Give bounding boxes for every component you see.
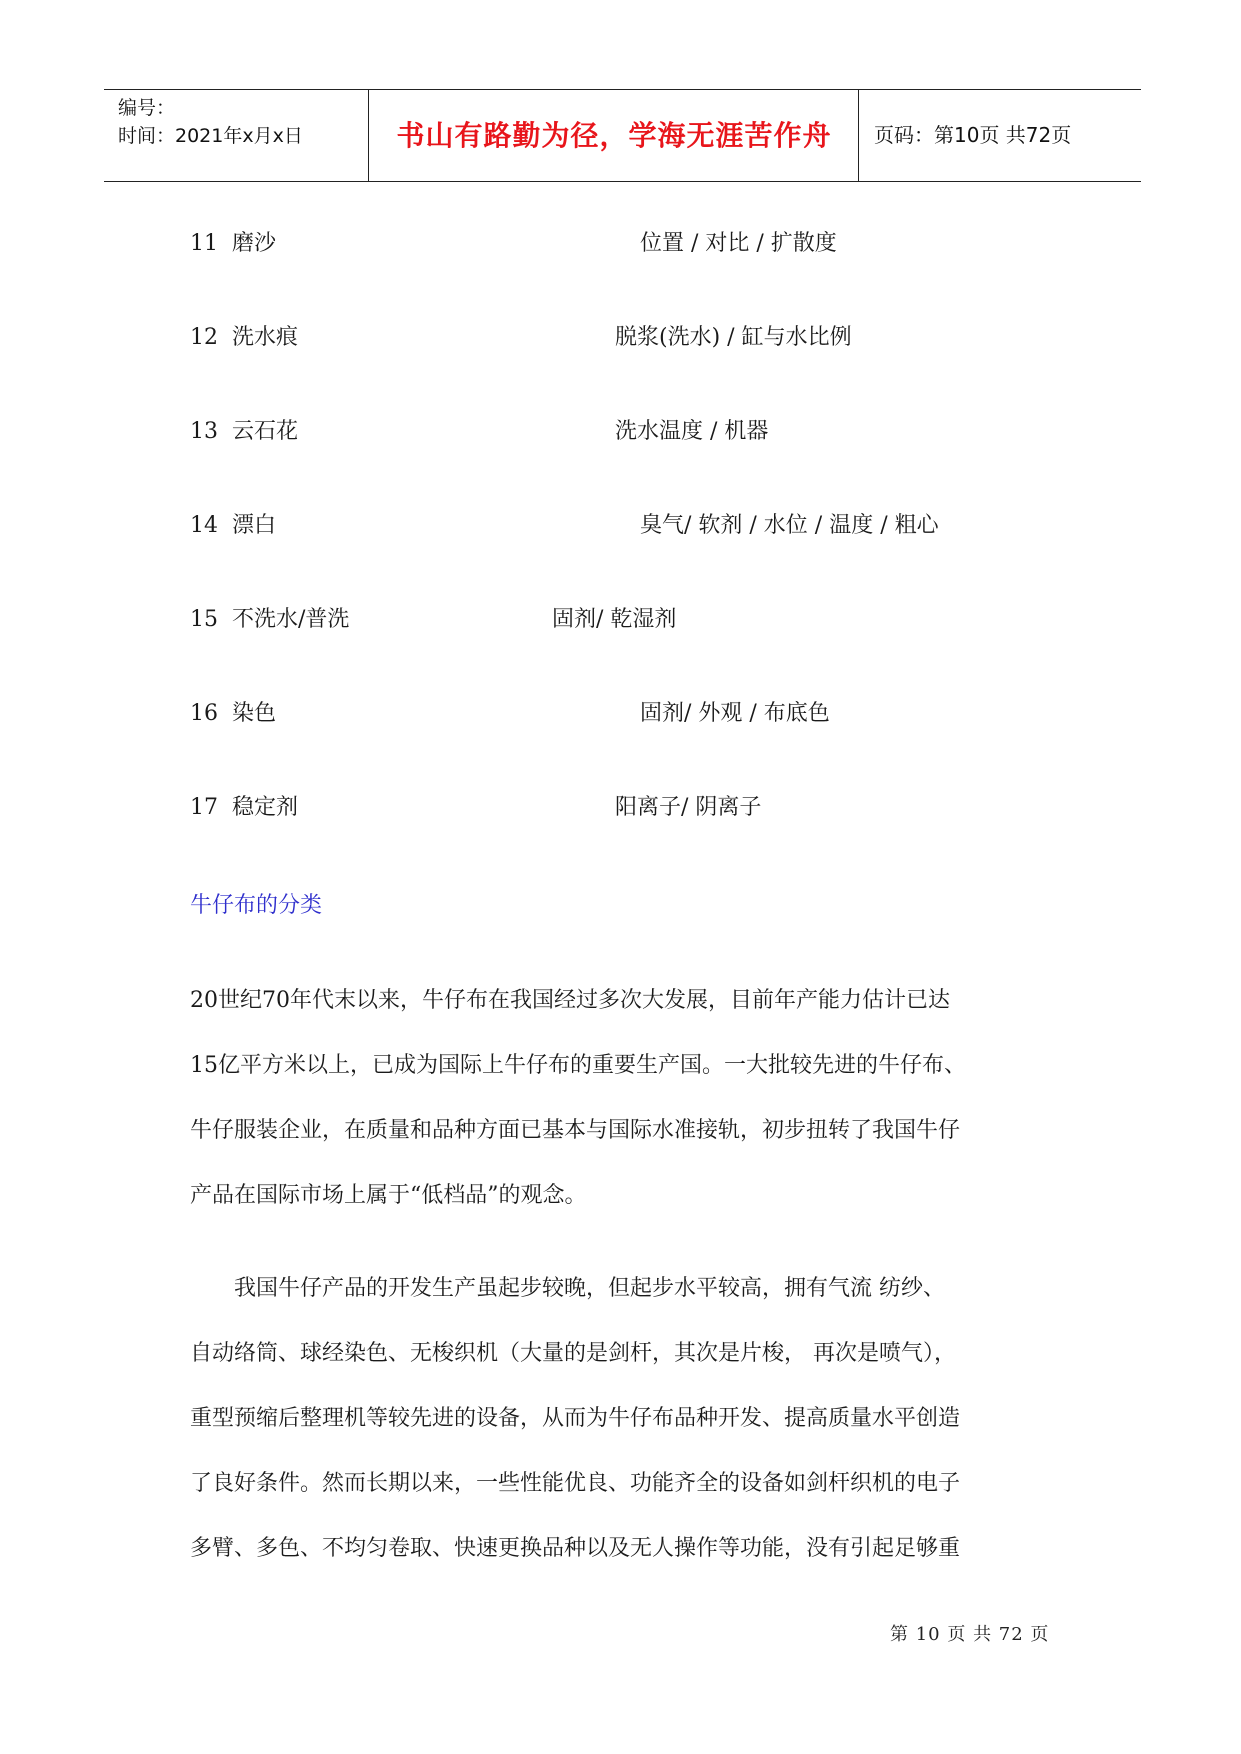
defect-no: 14 <box>190 513 218 538</box>
defect-no: 15 <box>190 607 218 632</box>
paragraph-line: 了良好条件。然而长期以来，一些性能优良、功能齐全的设备如剑杆织机的电子 <box>190 1471 961 1496</box>
paragraph-line: 自动络筒、球经染色、无梭织机（大量的是剑杆，其次是片梭， 再次是喷气）， <box>190 1341 956 1366</box>
defect-row <box>190 228 837 260</box>
paragraph-line: 重型预缩后整理机等较先进的设备，从而为牛仔布品种开发、提高质量水平创造 <box>190 1406 961 1431</box>
paragraph-line: 20世纪70年代末以来，牛仔布在我国经过多次大发展，目前年产能力估计已达 <box>190 988 950 1013</box>
number-label: 编号： <box>118 97 176 119</box>
paragraph <box>190 1256 1095 1581</box>
document-header <box>104 89 1141 182</box>
paragraph <box>190 968 1095 1228</box>
section-title: 牛仔布的分类 <box>190 893 323 918</box>
page-footer: 第 10 页 共 72 页 <box>890 1624 1050 1645</box>
defect-cause: 脱浆(洗水) / 缸与水比例 <box>615 325 852 350</box>
defect-name: 云石花 <box>232 419 299 444</box>
defect-row <box>190 792 762 824</box>
header-motto: 书山有路勤为径，学海无涯苦作舟 <box>396 119 832 152</box>
defect-row <box>190 416 769 448</box>
defect-name: 不洗水/普洗 <box>232 607 350 632</box>
header-divider <box>858 90 859 181</box>
defect-cause: 位置 / 对比 / 扩散度 <box>640 231 837 256</box>
defect-name: 漂白 <box>232 513 277 538</box>
defect-name: 磨沙 <box>232 231 277 256</box>
defect-no: 11 <box>190 231 218 256</box>
defect-row <box>190 510 939 542</box>
defect-no: 16 <box>190 701 218 726</box>
paragraph-line: 我国牛仔产品的开发生产虽起步较晚，但起步水平较高，拥有气流 纺纱、 <box>190 1276 945 1301</box>
paragraph-line: 多臂、多色、不均匀卷取、快速更换品种以及无人操作等功能，没有引起足够重 <box>190 1536 961 1561</box>
defect-cause: 洗水温度 / 机器 <box>615 419 769 444</box>
defect-no: 12 <box>190 325 218 350</box>
defect-cause: 固剂/ 乾湿剂 <box>552 607 677 632</box>
defect-name: 染色 <box>232 701 277 726</box>
defect-name: 洗水痕 <box>232 325 299 350</box>
defect-name: 稳定剂 <box>232 795 299 820</box>
header-page-info: 页码：第10页 共72页 <box>874 123 1072 147</box>
paragraph-line: 15亿平方米以上，已成为国际上牛仔布的重要生产国。一大批较先进的牛仔布、 <box>190 1053 966 1078</box>
defect-no: 17 <box>190 795 218 820</box>
paragraph-line: 产品在国际市场上属于“低档品”的观念。 <box>190 1183 587 1208</box>
paragraph-line: 牛仔服装企业，在质量和品种方面已基本与国际水准接轨，初步扭转了我国牛仔 <box>190 1118 961 1143</box>
defect-row <box>190 698 830 730</box>
time-label: 时间：2021年x月x日 <box>118 125 303 147</box>
defect-cause: 阳离子/ 阴离子 <box>615 795 762 820</box>
defect-cause: 臭气/ 软剂 / 水位 / 温度 / 粗心 <box>640 513 939 538</box>
defect-row <box>190 604 677 636</box>
defect-row <box>190 322 852 354</box>
header-divider <box>368 90 369 181</box>
defect-no: 13 <box>190 419 218 444</box>
header-meta <box>118 94 368 150</box>
defect-cause: 固剂/ 外观 / 布底色 <box>640 701 830 726</box>
